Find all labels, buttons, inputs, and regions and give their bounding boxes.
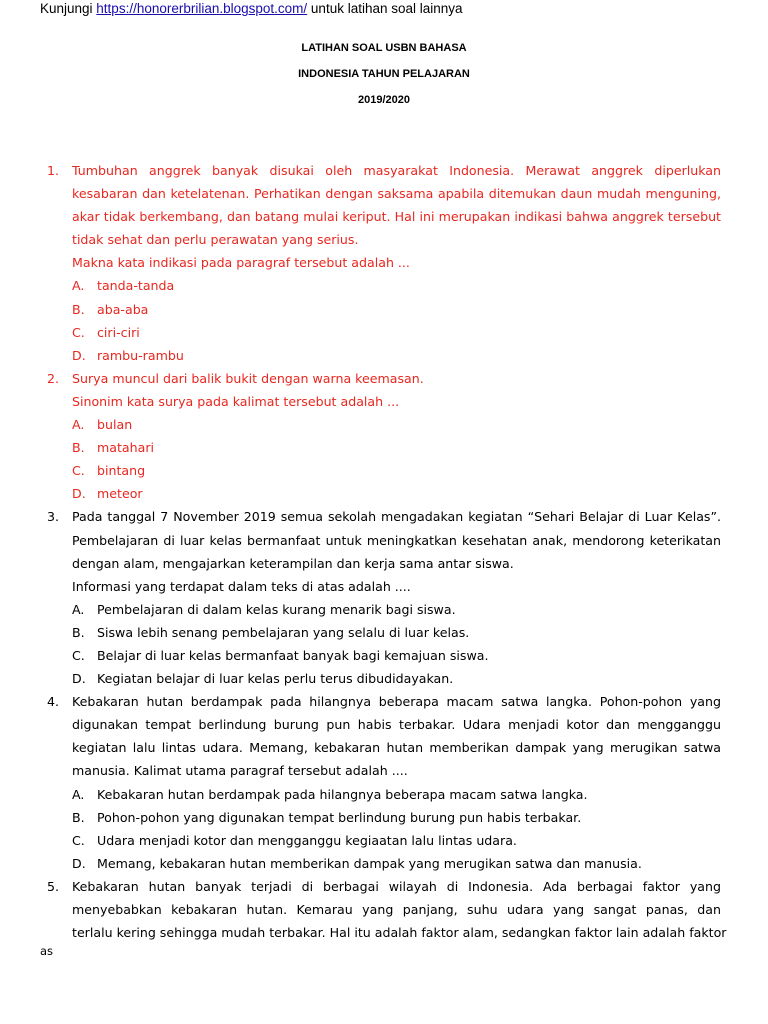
question-text-line: kesabaran dan ketelatenan. Perhatikan dengan saksama apabila ditemukan daun mudah menguning, (72, 186, 721, 202)
option-letter: A. (72, 786, 85, 802)
option-letter: B. (72, 440, 85, 456)
option-text: aba-aba (97, 301, 149, 317)
question-1 (40, 159, 721, 367)
question-text-line: tidak sehat dan perlu perawatan yang serius. (72, 232, 359, 248)
answer-option-b (72, 621, 721, 644)
option-letter: A. (72, 278, 85, 294)
option-text: bulan (97, 417, 133, 433)
option-letter: D. (72, 671, 86, 687)
option-text: Pembelajaran di dalam kelas kurang menarik bagi siswa. (97, 601, 456, 617)
question-text-line: digunakan tempat berlindung burung pun habis terbakar. Udara menjadi kotor dan mengganggu (72, 717, 721, 733)
option-letter: B. (72, 624, 85, 640)
option-letter: D. (72, 347, 86, 363)
question-text-line: terlalu kering sehingga mudah terbakar. Hal itu adalah faktor alam, sedangkan faktor lain adalah faktor (72, 925, 727, 941)
option-letter: A. (72, 417, 85, 433)
question-5 (40, 875, 727, 944)
question-text-line: Makna kata indikasi pada paragraf tersebut adalah ... (72, 255, 410, 271)
question-number: 2. (47, 370, 60, 386)
question-text-line: kegiatan lalu lintas udara. Memang, kebakaran hutan memberikan dampak yang merugikan satwa (72, 740, 721, 756)
answer-option-d (72, 667, 721, 690)
answer-option-d (72, 482, 721, 505)
question-text-line: menyebabkan kebakaran hutan. Kemarau yang panjang, suhu udara yang sangat panas, dan (72, 902, 721, 917)
question-number: 4. (47, 694, 60, 710)
answer-option-b (72, 806, 721, 829)
question-3 (40, 505, 721, 690)
option-text: Siswa lebih senang pembelajaran yang selalu di luar kelas. (97, 624, 470, 640)
question-text-line: Kebakaran hutan berdampak pada hilangnya beberapa macam satwa langka. Pohon-pohon yang (72, 694, 721, 710)
option-text: rambu-rambu (97, 347, 184, 363)
option-text: Udara menjadi kotor dan mengganggu kegiaatan lalu lintas udara. (97, 832, 517, 848)
option-letter: D. (72, 855, 86, 871)
answer-option-c (72, 321, 721, 344)
question-text-line: dengan alam, mengajarkan keterampilan dan kerja sama antar siswa. (72, 555, 514, 571)
question-text-line: Pada tanggal 7 November 2019 semua sekolah mengadakan kegiatan “Sehari Belajar di Luar Kelas”. (72, 509, 721, 525)
answer-option-b (72, 298, 721, 321)
question-4 (40, 690, 721, 875)
doc-title-line-1: LATIHAN SOAL USBN BAHASA (301, 42, 467, 54)
option-text: Pohon-pohon yang digunakan tempat berlindung burung pun habis terbakar. (97, 809, 582, 825)
question-2 (40, 367, 721, 506)
header-prefix: Kunjungi (40, 1, 97, 16)
question-number: 3. (47, 509, 60, 525)
doc-title-line-2: INDONESIA TAHUN PELAJARAN (298, 68, 470, 80)
option-letter: A. (72, 601, 85, 617)
option-text: meteor (97, 486, 143, 502)
question-number: 1. (47, 163, 60, 178)
question-text-line: Tumbuhan anggrek banyak disukai oleh masyarakat Indonesia. Merawat anggrek diperlukan (72, 163, 721, 178)
answer-option-c (72, 459, 721, 482)
question-text-line: akar tidak berkembang, dan batang mulai keriput. Hal ini merupakan indikasi bahwa anggrek tersebut (72, 209, 721, 225)
option-text: Belajar di luar kelas bermanfaat banyak bagi kemajuan siswa. (97, 647, 489, 663)
question-text-line: Kebakaran hutan banyak terjadi di berbagai wilayah di Indonesia. Ada berbagai faktor yang (72, 878, 721, 894)
option-text: tanda-tanda (97, 278, 175, 294)
answer-option-a (72, 413, 721, 436)
option-text: bintang (97, 463, 146, 479)
answer-option-d (72, 344, 721, 367)
page-footer-text: as (40, 944, 54, 958)
answer-option-b (72, 436, 721, 459)
header-suffix: untuk latihan soal lainnya (307, 1, 463, 16)
option-text: Kebakaran hutan berdampak pada hilangnya beberapa macam satwa langka. (97, 786, 588, 802)
blog-link[interactable]: https://honorerbrilian.blogspot.com/ (96, 1, 308, 16)
header-note (40, 0, 463, 18)
option-letter: C. (72, 463, 85, 479)
question-number: 5. (47, 878, 60, 894)
option-text: Kegiatan belajar di luar kelas perlu terus dibudidayakan. (97, 671, 454, 687)
answer-option-c (72, 829, 721, 852)
question-list (40, 159, 727, 944)
question-text-line: Sinonim kata surya pada kalimat tersebut adalah ... (72, 393, 400, 409)
option-letter: C. (72, 832, 85, 848)
answer-option-a (72, 274, 721, 297)
question-text-line: manusia. Kalimat utama paragraf tersebut adalah .... (72, 763, 408, 779)
option-letter: B. (72, 301, 85, 317)
question-text-line: Surya muncul dari balik bukit dengan warna keemasan. (72, 370, 424, 386)
answer-option-c (72, 644, 721, 667)
answer-option-d (72, 852, 721, 875)
option-letter: D. (72, 486, 86, 502)
answer-option-a (72, 783, 721, 806)
option-text: Memang, kebakaran hutan memberikan dampak yang merugikan satwa dan manusia. (97, 855, 642, 871)
doc-title-line-3: 2019/2020 (358, 94, 410, 106)
question-text-line: Pembelajaran di luar kelas bermanfaat untuk meningkatkan kesehatan anak, mendorong keterikatan (72, 532, 721, 548)
option-text: ciri-ciri (97, 324, 140, 340)
answer-option-a (72, 598, 721, 621)
option-letter: B. (72, 809, 85, 825)
option-letter: C. (72, 324, 85, 340)
question-text-line: Informasi yang terdapat dalam teks di atas adalah .... (72, 578, 411, 594)
option-letter: C. (72, 647, 85, 663)
option-text: matahari (97, 440, 155, 456)
